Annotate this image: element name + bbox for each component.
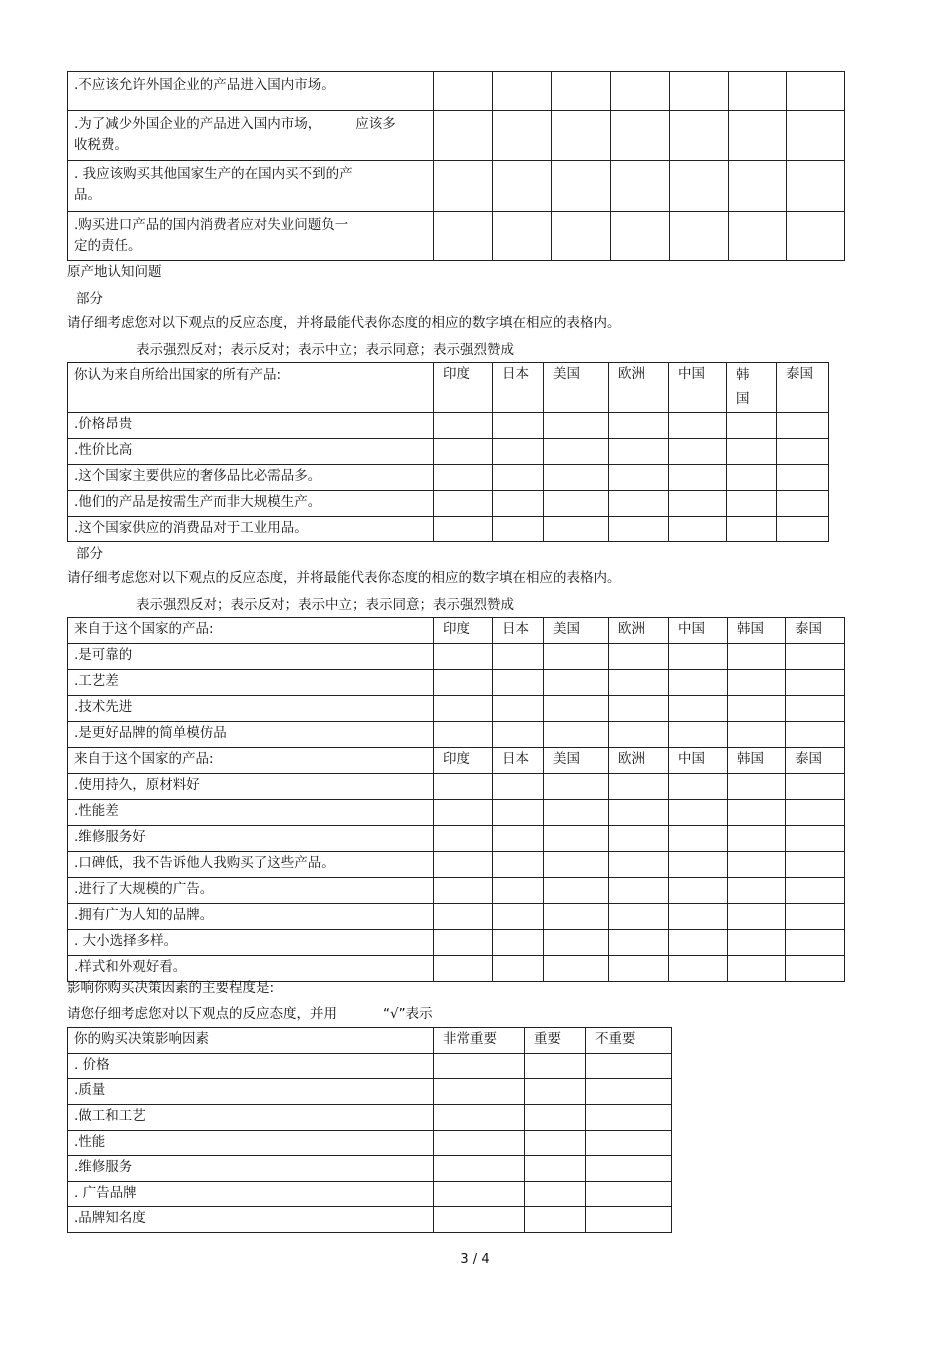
answer-cell[interactable] xyxy=(669,852,728,878)
answer-cell[interactable] xyxy=(434,826,493,852)
answer-cell[interactable] xyxy=(493,930,544,956)
answer-cell[interactable] xyxy=(786,774,845,800)
table-row xyxy=(68,72,845,111)
column-header: 欧洲 xyxy=(609,618,669,644)
page-number: 3 / 4 xyxy=(460,1252,490,1267)
answer-cell[interactable] xyxy=(669,956,728,982)
answer-cell[interactable] xyxy=(586,1105,672,1131)
answer-cell[interactable] xyxy=(609,696,669,722)
answer-cell[interactable] xyxy=(434,161,493,212)
answer-cell[interactable] xyxy=(434,1207,525,1233)
answer-cell[interactable] xyxy=(669,722,728,748)
table-row xyxy=(68,212,845,261)
column-header: 泰国 xyxy=(786,748,845,774)
table-row xyxy=(68,517,829,542)
column-header: 非常重要 xyxy=(434,1028,525,1054)
column-header: 你的购买决策影响因素 xyxy=(68,1028,434,1054)
answer-cell[interactable] xyxy=(729,161,787,212)
answer-cell[interactable] xyxy=(609,956,669,982)
answer-cell[interactable] xyxy=(609,774,669,800)
scale-legend: 表示强烈反对；表示反对；表示中立；表示同意；表示强烈赞成 xyxy=(136,342,514,358)
statement-text: .性能差 xyxy=(68,800,434,826)
answer-cell[interactable] xyxy=(544,904,609,930)
table-row xyxy=(68,670,845,696)
answer-cell[interactable] xyxy=(669,904,728,930)
answer-cell[interactable] xyxy=(552,72,611,111)
answer-cell[interactable] xyxy=(544,517,609,542)
answer-cell[interactable] xyxy=(544,852,609,878)
table-header-row xyxy=(68,363,829,413)
answer-cell[interactable] xyxy=(544,644,609,670)
table-row xyxy=(68,1105,672,1131)
answer-cell[interactable] xyxy=(544,956,609,982)
answer-cell[interactable] xyxy=(552,212,611,261)
answer-cell[interactable] xyxy=(434,413,493,439)
statement-text: .质量 xyxy=(68,1079,434,1105)
answer-cell[interactable] xyxy=(609,644,669,670)
column-header: 来自于这个国家的产品: xyxy=(68,748,434,774)
answer-cell[interactable] xyxy=(434,439,493,465)
table-row xyxy=(68,696,845,722)
answer-cell[interactable] xyxy=(729,111,787,161)
statement-text: . 价格 xyxy=(68,1054,434,1079)
answer-cell[interactable] xyxy=(434,465,493,491)
answer-cell[interactable] xyxy=(669,696,728,722)
column-header: 日本 xyxy=(493,748,544,774)
decision-factor-table xyxy=(67,1027,672,1233)
table-row xyxy=(68,800,845,826)
answer-cell[interactable] xyxy=(728,722,786,748)
statement-text: .为了减少外国企业的产品进入国内市场， xyxy=(74,116,322,132)
scale-legend: 表示强烈反对；表示反对；表示中立；表示同意；表示强烈赞成 xyxy=(136,597,514,613)
table-header-row xyxy=(68,1028,672,1054)
answer-cell[interactable] xyxy=(434,722,493,748)
answer-cell[interactable] xyxy=(670,111,729,161)
answer-cell[interactable] xyxy=(493,644,544,670)
statement-text: .是可靠的 xyxy=(68,644,434,670)
table-row xyxy=(68,1079,672,1105)
statement-text: .工艺差 xyxy=(68,670,434,696)
answer-cell[interactable] xyxy=(787,72,845,111)
answer-cell[interactable] xyxy=(669,878,728,904)
answer-cell[interactable] xyxy=(586,1079,672,1105)
instruction-text: 请仔细考虑您对以下观点的反应态度，并将最能代表你态度的相应的数字填在相应的表格内。 xyxy=(67,315,621,331)
answer-cell[interactable] xyxy=(493,800,544,826)
answer-cell[interactable] xyxy=(609,904,669,930)
answer-cell[interactable] xyxy=(609,800,669,826)
answer-cell[interactable] xyxy=(611,111,670,161)
answer-cell[interactable] xyxy=(525,1156,586,1182)
answer-cell[interactable] xyxy=(525,1054,586,1079)
statement-text: 定的责任。 xyxy=(74,238,142,254)
answer-cell[interactable] xyxy=(544,826,609,852)
table-row xyxy=(68,930,845,956)
statement-text: .做工和工艺 xyxy=(68,1105,434,1131)
instruction-text: 请仔细考虑您对以下观点的反应态度，并将最能代表你态度的相应的数字填在相应的表格内。 xyxy=(67,570,621,586)
answer-cell[interactable] xyxy=(434,111,493,161)
statement-text: .性价比高 xyxy=(68,439,434,465)
statement-text: .不应该允许外国企业的产品进入国内市场。 xyxy=(74,77,335,93)
answer-cell[interactable] xyxy=(728,670,786,696)
table-row xyxy=(68,1207,672,1233)
answer-cell[interactable] xyxy=(434,930,493,956)
answer-cell[interactable] xyxy=(493,111,552,161)
column-header: 韩 国 xyxy=(727,363,777,413)
answer-cell[interactable] xyxy=(786,956,845,982)
table-row xyxy=(68,722,845,748)
answer-cell[interactable] xyxy=(552,111,611,161)
table-header-row xyxy=(68,618,845,644)
column-header: 印度 xyxy=(434,363,493,413)
column-header: 欧洲 xyxy=(609,748,669,774)
statement-text: 应该多 xyxy=(355,116,396,132)
table-row xyxy=(68,852,845,878)
statement-text: 收税费。 xyxy=(74,137,128,153)
answer-cell[interactable] xyxy=(786,800,845,826)
answer-cell[interactable] xyxy=(786,878,845,904)
answer-cell[interactable] xyxy=(544,722,609,748)
answer-cell[interactable] xyxy=(669,413,727,439)
column-header: 你认为来自所给出国家的所有产品: xyxy=(68,363,434,413)
answer-cell[interactable] xyxy=(609,722,669,748)
answer-cell[interactable] xyxy=(670,212,729,261)
answer-cell[interactable] xyxy=(786,852,845,878)
answer-cell[interactable] xyxy=(669,826,728,852)
answer-cell[interactable] xyxy=(544,670,609,696)
column-header: 印度 xyxy=(434,618,493,644)
table-row xyxy=(68,774,845,800)
answer-cell[interactable] xyxy=(786,644,845,670)
answer-cell[interactable] xyxy=(586,1182,672,1207)
answer-cell[interactable] xyxy=(493,670,544,696)
answer-cell[interactable] xyxy=(434,491,493,517)
table-row xyxy=(68,413,829,439)
answer-cell[interactable] xyxy=(493,826,544,852)
answer-cell[interactable] xyxy=(669,644,728,670)
column-header: 不重要 xyxy=(586,1028,672,1054)
answer-cell[interactable] xyxy=(609,852,669,878)
table-row xyxy=(68,826,845,852)
answer-cell[interactable] xyxy=(493,904,544,930)
answer-cell[interactable] xyxy=(669,517,727,542)
answer-cell[interactable] xyxy=(493,774,544,800)
answer-cell[interactable] xyxy=(586,1156,672,1182)
answer-cell[interactable] xyxy=(544,800,609,826)
answer-cell[interactable] xyxy=(669,491,727,517)
table-row xyxy=(68,491,829,517)
answer-cell[interactable] xyxy=(434,1105,525,1131)
statement-text: . 大小选择多样。 xyxy=(68,930,434,956)
answer-cell[interactable] xyxy=(493,517,544,542)
answer-cell[interactable] xyxy=(434,212,493,261)
answer-cell[interactable] xyxy=(609,413,669,439)
country-perception-table xyxy=(67,362,829,542)
statement-text: .维修服务 xyxy=(68,1156,434,1182)
part-label: 部分 xyxy=(76,546,103,562)
answer-cell[interactable] xyxy=(728,930,786,956)
column-header: 中国 xyxy=(669,363,727,413)
answer-cell[interactable] xyxy=(669,800,728,826)
answer-cell[interactable] xyxy=(586,1207,672,1233)
answer-cell[interactable] xyxy=(611,161,670,212)
answer-cell[interactable] xyxy=(544,439,609,465)
table-row xyxy=(68,1182,672,1207)
statement-text: . 广告品牌 xyxy=(68,1182,434,1207)
table-row xyxy=(68,161,845,212)
answer-cell[interactable] xyxy=(493,491,544,517)
answer-cell[interactable] xyxy=(609,517,669,542)
statement-text: .使用持久，原材料好 xyxy=(68,774,434,800)
answer-cell[interactable] xyxy=(493,722,544,748)
answer-cell[interactable] xyxy=(728,852,786,878)
statement-text: .品牌知名度 xyxy=(68,1207,434,1233)
table-row xyxy=(68,1054,672,1079)
answer-cell[interactable] xyxy=(434,1131,525,1156)
answer-cell[interactable] xyxy=(434,1054,525,1079)
answer-cell[interactable] xyxy=(609,930,669,956)
column-header: 中国 xyxy=(669,618,728,644)
answer-cell[interactable] xyxy=(786,826,845,852)
column-header: 日本 xyxy=(493,618,544,644)
answer-cell[interactable] xyxy=(434,774,493,800)
answer-cell[interactable] xyxy=(434,644,493,670)
statement-text: .口碑低，我不告诉他人我购买了这些产品。 xyxy=(68,852,434,878)
answer-cell[interactable] xyxy=(669,465,727,491)
answer-cell[interactable] xyxy=(434,696,493,722)
answer-cell[interactable] xyxy=(493,878,544,904)
answer-cell[interactable] xyxy=(544,465,609,491)
answer-cell[interactable] xyxy=(786,930,845,956)
table-row xyxy=(68,878,845,904)
answer-cell[interactable] xyxy=(609,491,669,517)
answer-cell[interactable] xyxy=(786,904,845,930)
column-header: 美国 xyxy=(544,363,609,413)
answer-cell[interactable] xyxy=(493,852,544,878)
column-header: 韩国 xyxy=(728,748,786,774)
column-header: 泰国 xyxy=(786,618,845,644)
answer-cell[interactable] xyxy=(434,1079,525,1105)
answer-cell[interactable] xyxy=(434,904,493,930)
answer-cell[interactable] xyxy=(434,800,493,826)
part-label: 部分 xyxy=(76,291,103,307)
answer-cell[interactable] xyxy=(434,72,493,111)
statement-text: .性能 xyxy=(68,1131,434,1156)
answer-cell[interactable] xyxy=(493,413,544,439)
answer-cell[interactable] xyxy=(611,72,670,111)
table-row xyxy=(68,644,845,670)
column-header: 中国 xyxy=(669,748,728,774)
statement-text: .维修服务好 xyxy=(68,826,434,852)
answer-cell[interactable] xyxy=(670,72,729,111)
answer-cell[interactable] xyxy=(525,1207,586,1233)
answer-cell[interactable] xyxy=(434,878,493,904)
answer-cell[interactable] xyxy=(669,774,728,800)
answer-cell[interactable] xyxy=(544,878,609,904)
answer-cell[interactable] xyxy=(728,826,786,852)
column-header: 美国 xyxy=(544,748,609,774)
answer-cell[interactable] xyxy=(787,212,845,261)
column-header: 来自于这个国家的产品: xyxy=(68,618,434,644)
answer-cell[interactable] xyxy=(434,1156,525,1182)
statement-text: .技术先进 xyxy=(68,696,434,722)
answer-cell[interactable] xyxy=(525,1182,586,1207)
answer-cell[interactable] xyxy=(525,1105,586,1131)
statement-text: . 我应该购买其他国家生产的在国内买不到的产 xyxy=(74,166,353,182)
answer-cell[interactable] xyxy=(670,161,729,212)
answer-cell[interactable] xyxy=(434,670,493,696)
answer-cell[interactable] xyxy=(729,72,787,111)
table-row xyxy=(68,439,829,465)
answer-cell[interactable] xyxy=(525,1131,586,1156)
answer-cell[interactable] xyxy=(786,722,845,748)
statement-text: 品。 xyxy=(74,187,101,203)
column-header: 印度 xyxy=(434,748,493,774)
answer-cell[interactable] xyxy=(786,696,845,722)
answer-cell[interactable] xyxy=(586,1131,672,1156)
answer-cell[interactable] xyxy=(727,517,777,542)
answer-cell[interactable] xyxy=(727,439,777,465)
answer-cell[interactable] xyxy=(493,161,552,212)
statement-text: .购买进口产品的国内消费者应对失业问题负一 xyxy=(74,217,349,233)
answer-cell[interactable] xyxy=(777,413,829,439)
answer-cell[interactable] xyxy=(611,212,670,261)
answer-cell[interactable] xyxy=(609,439,669,465)
statement-text: .进行了大规模的广告。 xyxy=(68,878,434,904)
column-header: 韩国 xyxy=(728,618,786,644)
answer-cell[interactable] xyxy=(786,670,845,696)
answer-cell[interactable] xyxy=(669,930,728,956)
answer-cell[interactable] xyxy=(544,413,609,439)
answer-cell[interactable] xyxy=(727,465,777,491)
answer-cell[interactable] xyxy=(552,161,611,212)
answer-cell[interactable] xyxy=(525,1079,586,1105)
statement-text: .拥有广为人知的品牌。 xyxy=(68,904,434,930)
answer-cell[interactable] xyxy=(493,72,552,111)
answer-cell[interactable] xyxy=(434,517,493,542)
column-header: 日本 xyxy=(493,363,544,413)
table-row xyxy=(68,1156,672,1182)
section-title: 原产地认知问题 xyxy=(67,264,162,280)
answer-cell[interactable] xyxy=(728,696,786,722)
column-header: 泰国 xyxy=(777,363,829,413)
factor-instruction: 请您仔细考虑您对以下观点的反应态度，并用 “√”表示 xyxy=(67,1006,433,1022)
answer-cell[interactable] xyxy=(493,696,544,722)
answer-cell[interactable] xyxy=(777,517,829,542)
answer-cell[interactable] xyxy=(609,826,669,852)
answer-cell[interactable] xyxy=(493,465,544,491)
answer-cell[interactable] xyxy=(434,956,493,982)
table-row xyxy=(68,1131,672,1156)
statement-text: .是更好品牌的简单模仿品 xyxy=(68,722,434,748)
answer-cell[interactable] xyxy=(727,413,777,439)
answer-cell[interactable] xyxy=(669,670,728,696)
answer-cell[interactable] xyxy=(728,956,786,982)
answer-cell[interactable] xyxy=(544,696,609,722)
table-row xyxy=(68,904,845,930)
answer-cell[interactable] xyxy=(609,670,669,696)
answer-cell[interactable] xyxy=(727,491,777,517)
table-row xyxy=(68,111,845,161)
column-header: 欧洲 xyxy=(609,363,669,413)
answer-cell[interactable] xyxy=(544,491,609,517)
factor-title: 影响你购买决策因素的主要程度是: xyxy=(67,980,275,996)
answer-cell[interactable] xyxy=(728,878,786,904)
answer-cell[interactable] xyxy=(728,800,786,826)
answer-cell[interactable] xyxy=(777,465,829,491)
answer-cell[interactable] xyxy=(728,774,786,800)
answer-cell[interactable] xyxy=(609,878,669,904)
statement-text: .这个国家主要供应的奢侈品比必需品多。 xyxy=(68,465,434,491)
answer-cell[interactable] xyxy=(729,212,787,261)
column-header: 重要 xyxy=(525,1028,586,1054)
answer-cell[interactable] xyxy=(434,852,493,878)
answer-cell[interactable] xyxy=(544,930,609,956)
answer-cell[interactable] xyxy=(777,439,829,465)
statement-text: .价格昂贵 xyxy=(68,413,434,439)
answer-cell[interactable] xyxy=(544,774,609,800)
product-attribute-table xyxy=(67,617,845,982)
answer-cell[interactable] xyxy=(493,956,544,982)
statement-text: .样式和外观好看。 xyxy=(68,956,434,982)
column-header: 美国 xyxy=(544,618,609,644)
answer-cell[interactable] xyxy=(669,439,727,465)
statement-text: .这个国家供应的消费品对于工业用品。 xyxy=(68,517,434,542)
table-row xyxy=(68,465,829,491)
answer-cell[interactable] xyxy=(493,439,544,465)
answer-cell[interactable] xyxy=(609,465,669,491)
answer-cell[interactable] xyxy=(586,1054,672,1079)
statement-text: .他们的产品是按需生产而非大规模生产。 xyxy=(68,491,434,517)
answer-cell[interactable] xyxy=(787,161,845,212)
answer-cell[interactable] xyxy=(777,491,829,517)
answer-cell[interactable] xyxy=(787,111,845,161)
answer-cell[interactable] xyxy=(434,1182,525,1207)
answer-cell[interactable] xyxy=(493,212,552,261)
attitude-table-top xyxy=(67,71,845,261)
table-header-row xyxy=(68,748,845,774)
answer-cell[interactable] xyxy=(728,904,786,930)
answer-cell[interactable] xyxy=(728,644,786,670)
